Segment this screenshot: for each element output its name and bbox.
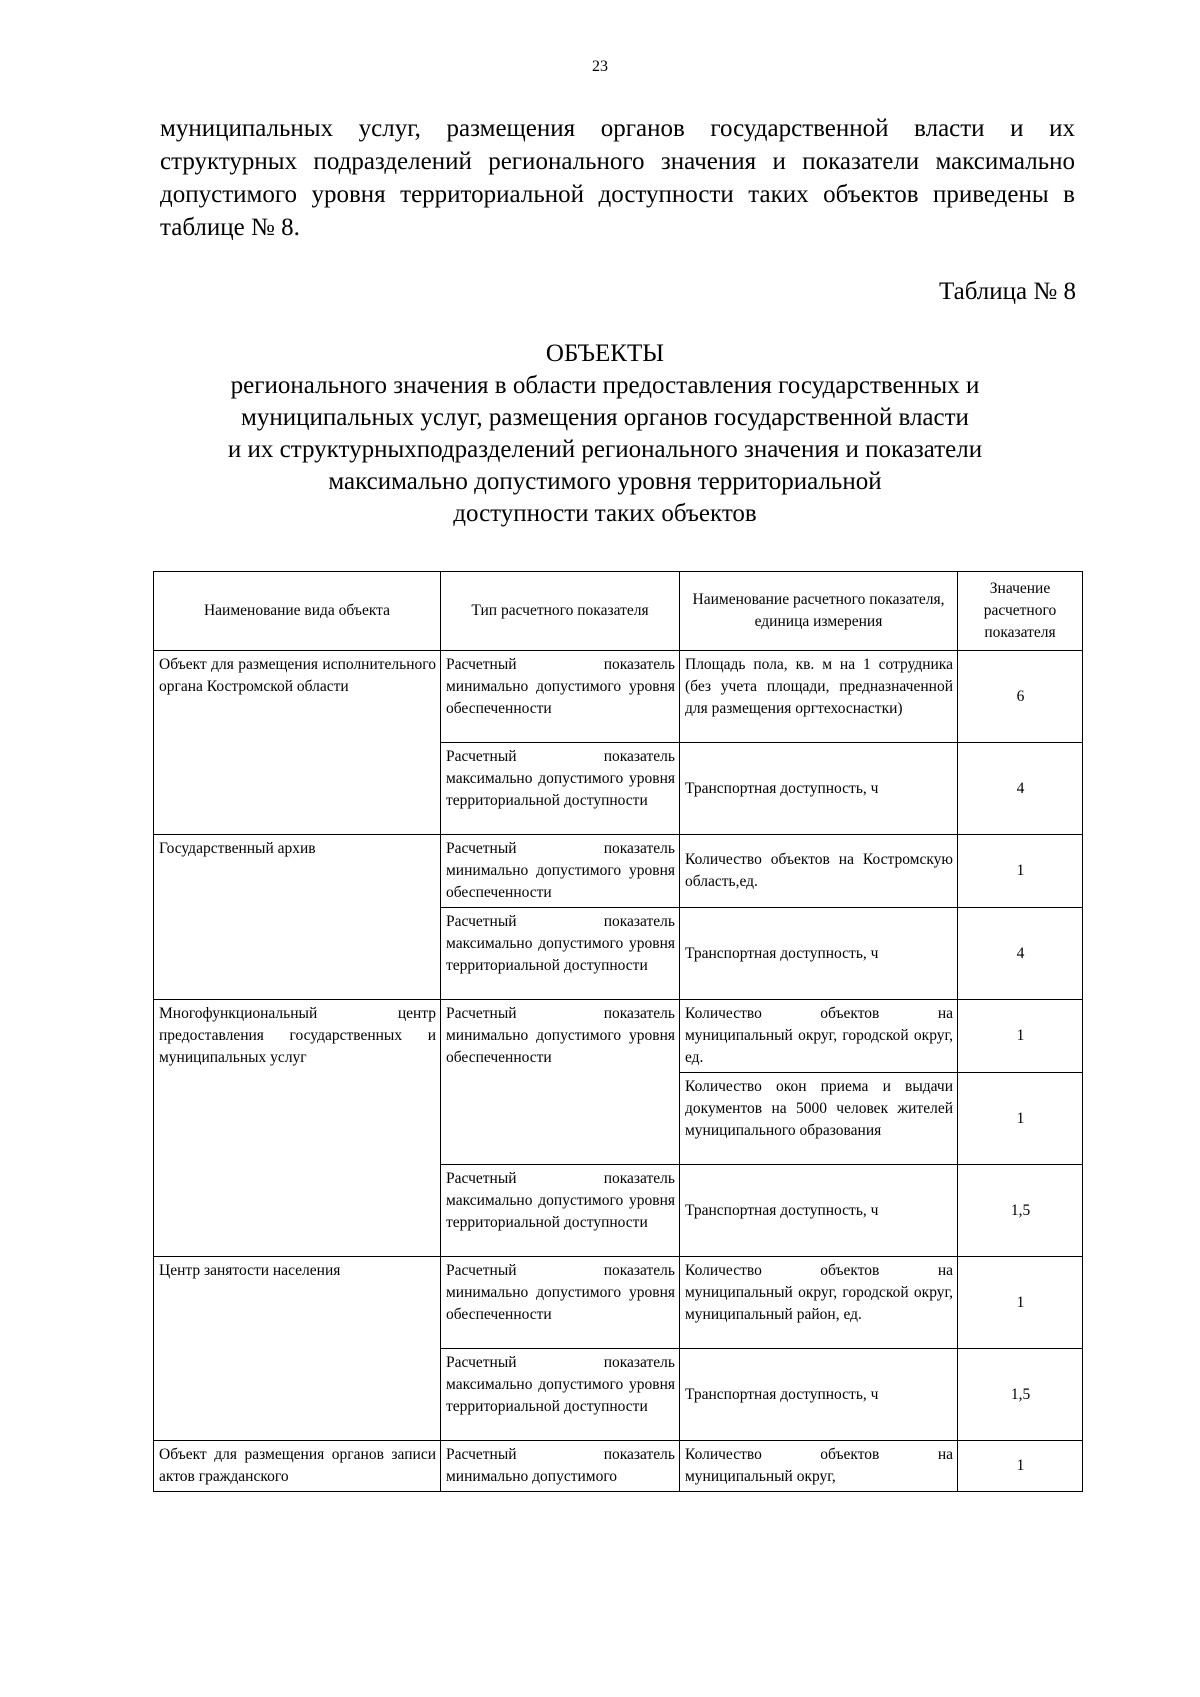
- heading-line: максимально допустимого уровня территориальной: [328, 468, 882, 495]
- indicator-value-cell: 4: [958, 908, 1083, 1000]
- table-row: [154, 1441, 1083, 1492]
- indicator-value-cell: 1,5: [958, 1165, 1083, 1257]
- indicators-table: [153, 571, 1083, 1492]
- object-cell: Объект для размещения органов записи актов гражданского: [154, 1441, 441, 1492]
- table-label: Таблица № 8: [938, 278, 1076, 305]
- indicator-type-cell: Расчетный показатель минимально допустимого уровня обеспеченности: [441, 651, 680, 743]
- header-indicator-type: Тип расчетного показателя: [441, 572, 680, 651]
- indicator-name-cell: Количество объектов на муниципальный округ, городской округ, ед.: [680, 1000, 958, 1073]
- table-row: [154, 835, 1083, 908]
- heading-line: муниципальных услуг, размещения органов государственной власти: [241, 404, 969, 431]
- heading-line: регионального значения в области предоставления государственных и: [230, 372, 980, 399]
- indicator-value-cell: 1: [958, 1257, 1083, 1349]
- header-indicator-name: Наименование расчетного показателя, единица измерения: [680, 572, 958, 651]
- indicator-value-cell: 1: [958, 835, 1083, 908]
- table-heading: [140, 338, 1070, 530]
- heading-line: ОБЪЕКТЫ: [545, 340, 665, 367]
- page-number: 23: [592, 58, 608, 75]
- object-cell: Многофункциональный центр предоставления государственных и муниципальных услуг: [154, 1000, 441, 1257]
- indicator-name-cell: Транспортная доступность, ч: [680, 743, 958, 835]
- indicator-name-cell: Количество окон приема и выдачи документов на 5000 человек жителей муниципального образования: [680, 1073, 958, 1165]
- table-row: [154, 1000, 1083, 1073]
- indicator-type-cell: Расчетный показатель максимально допустимого уровня территориальной доступности: [441, 1165, 680, 1257]
- header-indicator-value: Значение расчетного показателя: [958, 572, 1083, 651]
- indicator-type-cell: Расчетный показатель максимально допустимого уровня территориальной доступности: [441, 1349, 680, 1441]
- object-cell: Объект для размещения исполнительного органа Костромской области: [154, 651, 441, 835]
- indicator-name-cell: Транспортная доступность, ч: [680, 1349, 958, 1441]
- indicator-type-cell: Расчетный показатель минимально допустимого: [441, 1441, 680, 1492]
- indicator-type-cell: Расчетный показатель минимально допустимого уровня обеспеченности: [441, 1000, 680, 1165]
- object-cell: Центр занятости населения: [154, 1257, 441, 1441]
- header-object-type: Наименование вида объекта: [154, 572, 441, 651]
- indicator-type-cell: Расчетный показатель максимально допустимого уровня территориальной доступности: [441, 908, 680, 1000]
- indicator-name-cell: Транспортная доступность, ч: [680, 908, 958, 1000]
- indicator-type-cell: Расчетный показатель минимально допустимого уровня обеспеченности: [441, 1257, 680, 1349]
- table-header-row: [154, 572, 1083, 651]
- heading-line: и их структурныхподразделений регионального значения и показатели: [227, 436, 983, 463]
- indicator-type-cell: Расчетный показатель минимально допустимого уровня обеспеченности: [441, 835, 680, 908]
- indicator-name-cell: Площадь пола, кв. м на 1 сотрудника (без учета площади, предназначенной для размещения оргтехоснастки): [680, 651, 958, 743]
- indicator-value-cell: 4: [958, 743, 1083, 835]
- table-row: [154, 1257, 1083, 1349]
- indicator-name-cell: Количество объектов на Костромскую область,ед.: [680, 835, 958, 908]
- indicator-name-cell: Транспортная доступность, ч: [680, 1165, 958, 1257]
- indicator-value-cell: 6: [958, 651, 1083, 743]
- indicator-value-cell: 1: [958, 1000, 1083, 1073]
- indicator-type-cell: Расчетный показатель максимально допустимого уровня территориальной доступности: [441, 743, 680, 835]
- indicator-value-cell: 1: [958, 1073, 1083, 1165]
- indicator-name-cell: Количество объектов на муниципальный округ, городской округ, муниципальный район, ед.: [680, 1257, 958, 1349]
- indicator-value-cell: 1: [958, 1441, 1083, 1492]
- indicator-name-cell: Количество объектов на муниципальный округ,: [680, 1441, 958, 1492]
- indicator-value-cell: 1,5: [958, 1349, 1083, 1441]
- heading-line: доступности таких объектов: [453, 500, 757, 527]
- object-cell: Государственный архив: [154, 835, 441, 1000]
- intro-paragraph: муниципальных услуг, размещения органов государственной власти и их структурных подразделений регионального значения и показатели максимально допустимого уровня территориальной доступности таких объектов приведены в таблице № 8.: [160, 115, 1075, 241]
- table-row: [154, 651, 1083, 743]
